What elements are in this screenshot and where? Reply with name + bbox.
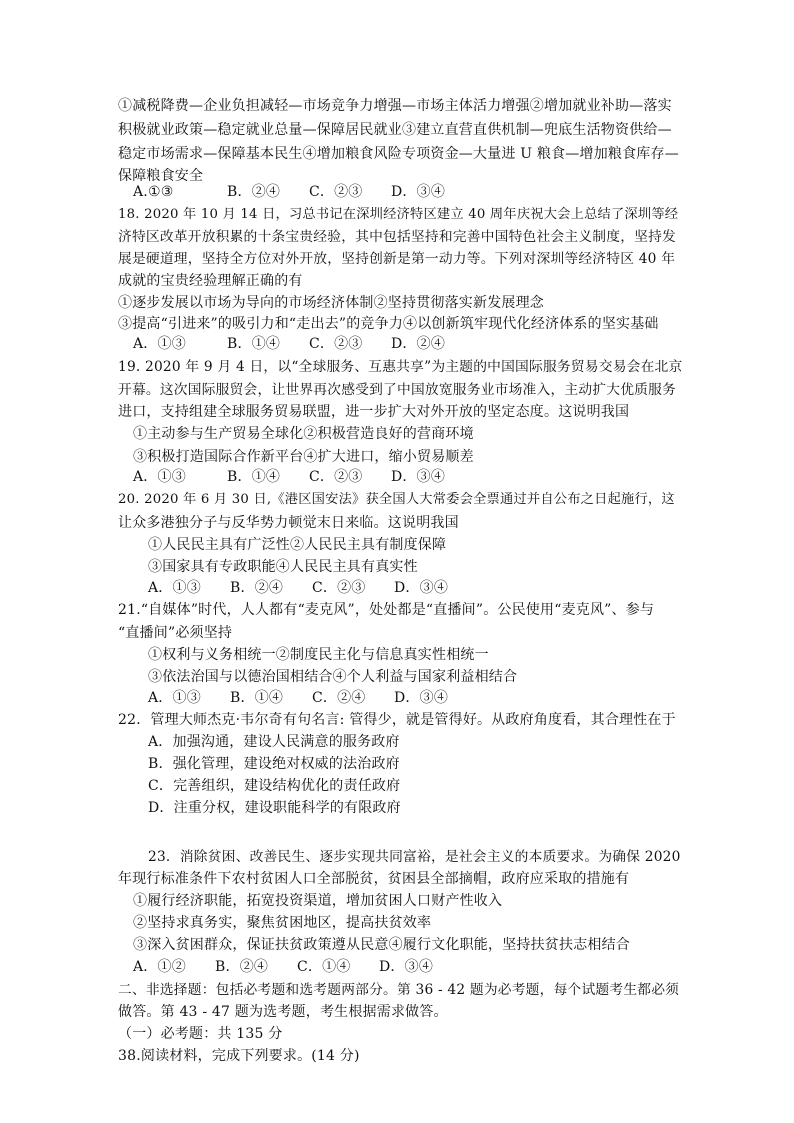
q22-choice-b[interactable]: B．强化管理，建设绝对权威的法治政府 xyxy=(148,756,400,772)
q20-statement-2: ③国家具有专政职能④人民民主具有真实性 xyxy=(148,559,418,575)
q20-option-d[interactable]: D．③④ xyxy=(394,580,449,596)
q21-stem-line-2: “直播间”必须坚持 xyxy=(118,625,233,641)
q19-stem-line-2: 开幕。这次国际服贸会，让世界再次感受到了中国放宽服务业市场准入，主动扩大优质服务 xyxy=(118,382,677,398)
q23-statement-1: ①履行经济职能，拓宽投资渠道，增加贫困人口财产性收入 xyxy=(133,893,503,909)
q22-choice-c[interactable]: C．完善组织，建设结构优化的责任政府 xyxy=(148,778,401,794)
q23-stem-line-2: 年现行标准条件下农村贫困人口全部脱贫，贫困县全部摘帽，政府应采取的措施有 xyxy=(118,871,630,887)
q21-statement-2: ③依法治国与以德治国相结合④个人利益与国家利益相结合 xyxy=(148,669,518,685)
q23-option-d[interactable]: D．③④ xyxy=(379,959,434,975)
q20-options xyxy=(148,578,472,598)
q22-stem: 22．管理大师杰克·韦尔奇有句名言: 管得少，就是管得好。从政府角度看，其合理性在于 xyxy=(118,712,676,728)
q17-option-d[interactable]: D．③④ xyxy=(391,184,446,200)
q17-option-c[interactable]: C．②③ xyxy=(309,184,363,200)
q21-statement-1: ①权利与义务相统一②制度民主化与信息真实性相统一 xyxy=(148,647,489,663)
q19-option-d[interactable]: D．③④ xyxy=(391,469,446,485)
q23-statement-3: ③深入贫困群众，保证扶贫政策遵从民意④履行文化职能，坚持扶贫扶志相结合 xyxy=(133,937,630,953)
q18-stem-line-2: 济特区改革开放积累的十条宝贵经验，其中包括坚持和完善中国特色社会主义制度，坚持发 xyxy=(118,229,677,245)
q17-options xyxy=(133,182,469,202)
q17-option-b[interactable]: B．②④ xyxy=(227,184,281,200)
q18-option-c[interactable]: C．②③ xyxy=(309,336,363,352)
q17-statement-line-4: 保障粮食安全 xyxy=(118,168,204,184)
q20-stem-line-2: 让众多港独分子与反华势力顿觉末日来临。这说明我国 xyxy=(118,515,459,531)
q18-stem-line-3: 展是硬道理，坚持全方位对外开放，坚持创新是第一动力等。下列对深圳等经济特区 40 年 xyxy=(118,251,676,267)
section-two-heading-line-2: 做答。第 43 - 47 题为选考题，考生根据需求做答。 xyxy=(118,1004,448,1020)
q18-option-a[interactable]: A．①③ xyxy=(133,336,186,352)
q19-option-c[interactable]: C．②③ xyxy=(309,469,363,485)
q18-stem-line-4: 成就的宝贵经验理解正确的有 xyxy=(118,273,303,289)
q17-statement-line-1: ①减税降费—企业负担减轻—市场竞争力增强—市场主体活力增强②增加就业补助—落实 xyxy=(118,98,672,114)
q21-option-d[interactable]: D．③④ xyxy=(394,690,449,706)
q23-statement-2: ②坚持求真务实，聚焦贫困地区，提高扶贫效率 xyxy=(133,915,432,931)
q17-statement-line-3: 稳定市场需求—保障基本民生④增加粮食风险专项资金—大量进 U 粮食—增加粮食库存— xyxy=(118,146,679,162)
q23-option-b[interactable]: B．②④ xyxy=(215,959,269,975)
q21-option-c[interactable]: C．②④ xyxy=(312,690,366,706)
q17-statement-line-2: 积极就业政策—稳定就业总量—保障居民就业③建立直营直供机制—兜底生活物资供给— xyxy=(118,122,672,138)
q18-option-d[interactable]: D．②④ xyxy=(391,336,446,352)
q23-option-a[interactable]: A．①② xyxy=(133,959,186,975)
q23-stem-line-1: 23．消除贫困、改善民生、逐步实现共同富裕，是社会主义的本质要求。为确保 2020 xyxy=(148,849,681,865)
q19-statement-1: ①主动参与生产贸易全球化②积极营造良好的营商环境 xyxy=(133,426,474,442)
q20-option-c[interactable]: C．②③ xyxy=(312,580,366,596)
q17-option-a[interactable]: A.①③ xyxy=(133,184,174,200)
q21-stem-line-1: 21.“自媒体”时代，人人都有“麦克风”，处处都是“直播间”。公民使用“麦克风”、参与 xyxy=(118,602,655,618)
required-questions-heading: （一）必考题：共 135 分 xyxy=(118,1026,283,1042)
q21-option-a[interactable]: A．①③ xyxy=(148,690,201,706)
q19-stem-line-3: 进口，支持组建全球服务贸易联盟，进一步扩大对外开放的坚定态度。这说明我国 xyxy=(118,404,630,420)
q22-choice-a[interactable]: A．加强沟通，建设人民满意的服务政府 xyxy=(148,734,400,750)
q22-choice-d[interactable]: D．注重分权，建设职能科学的有限政府 xyxy=(148,800,401,816)
q20-statement-1: ①人民民主具有广泛性②人民民主具有制度保障 xyxy=(148,537,447,553)
q20-stem-line-1: 20. 2020 年 6 月 30 日,《港区国安法》获全国人大常委会全票通过并自公布之日起施行，这 xyxy=(118,492,675,507)
q19-option-a[interactable]: A．①③ xyxy=(133,469,186,485)
q18-stem-line-1: 18. 2020 年 10 月 14 日，习总书记在深圳经济特区建立 40 周年庆祝大会上总结了深圳等经 xyxy=(118,207,679,222)
q19-stem-line-1: 19. 2020 年 9 月 4 日，以“全球服务、互惠共享”为主题的中国国际服务贸易交易会在北京 xyxy=(118,359,683,375)
q21-option-b[interactable]: B．①④ xyxy=(230,690,284,706)
q18-options xyxy=(133,334,469,354)
q19-option-b[interactable]: B．①④ xyxy=(227,469,281,485)
q21-options xyxy=(148,688,472,708)
q23-options xyxy=(133,957,457,977)
q18-option-b[interactable]: B．①④ xyxy=(227,336,281,352)
q18-statement-2: ③提高“引进来”的吸引力和“走出去”的竞争力④以创新筑牢现代化经济体系的坚实基础 xyxy=(118,316,659,332)
q19-options xyxy=(133,467,469,487)
section-two-heading-line-1: 二、非选择题：包括必考题和选考题两部分。第 36 - 42 题为必考题，每个试题考生都必须 xyxy=(118,982,680,998)
q38-instruction: 38.阅读材料，完成下列要求。(14 分) xyxy=(118,1048,360,1064)
q23-option-c[interactable]: C．①④ xyxy=(297,959,351,975)
q20-option-b[interactable]: B．②④ xyxy=(230,580,284,596)
q18-statement-1: ①逐步发展以市场为导向的市场经济体制②坚持贯彻落实新发展理念 xyxy=(118,295,544,311)
q20-option-a[interactable]: A．①③ xyxy=(148,580,201,596)
q19-statement-2: ③积极打造国际合作新平台④扩大进口，缩小贸易顺差 xyxy=(133,449,474,465)
